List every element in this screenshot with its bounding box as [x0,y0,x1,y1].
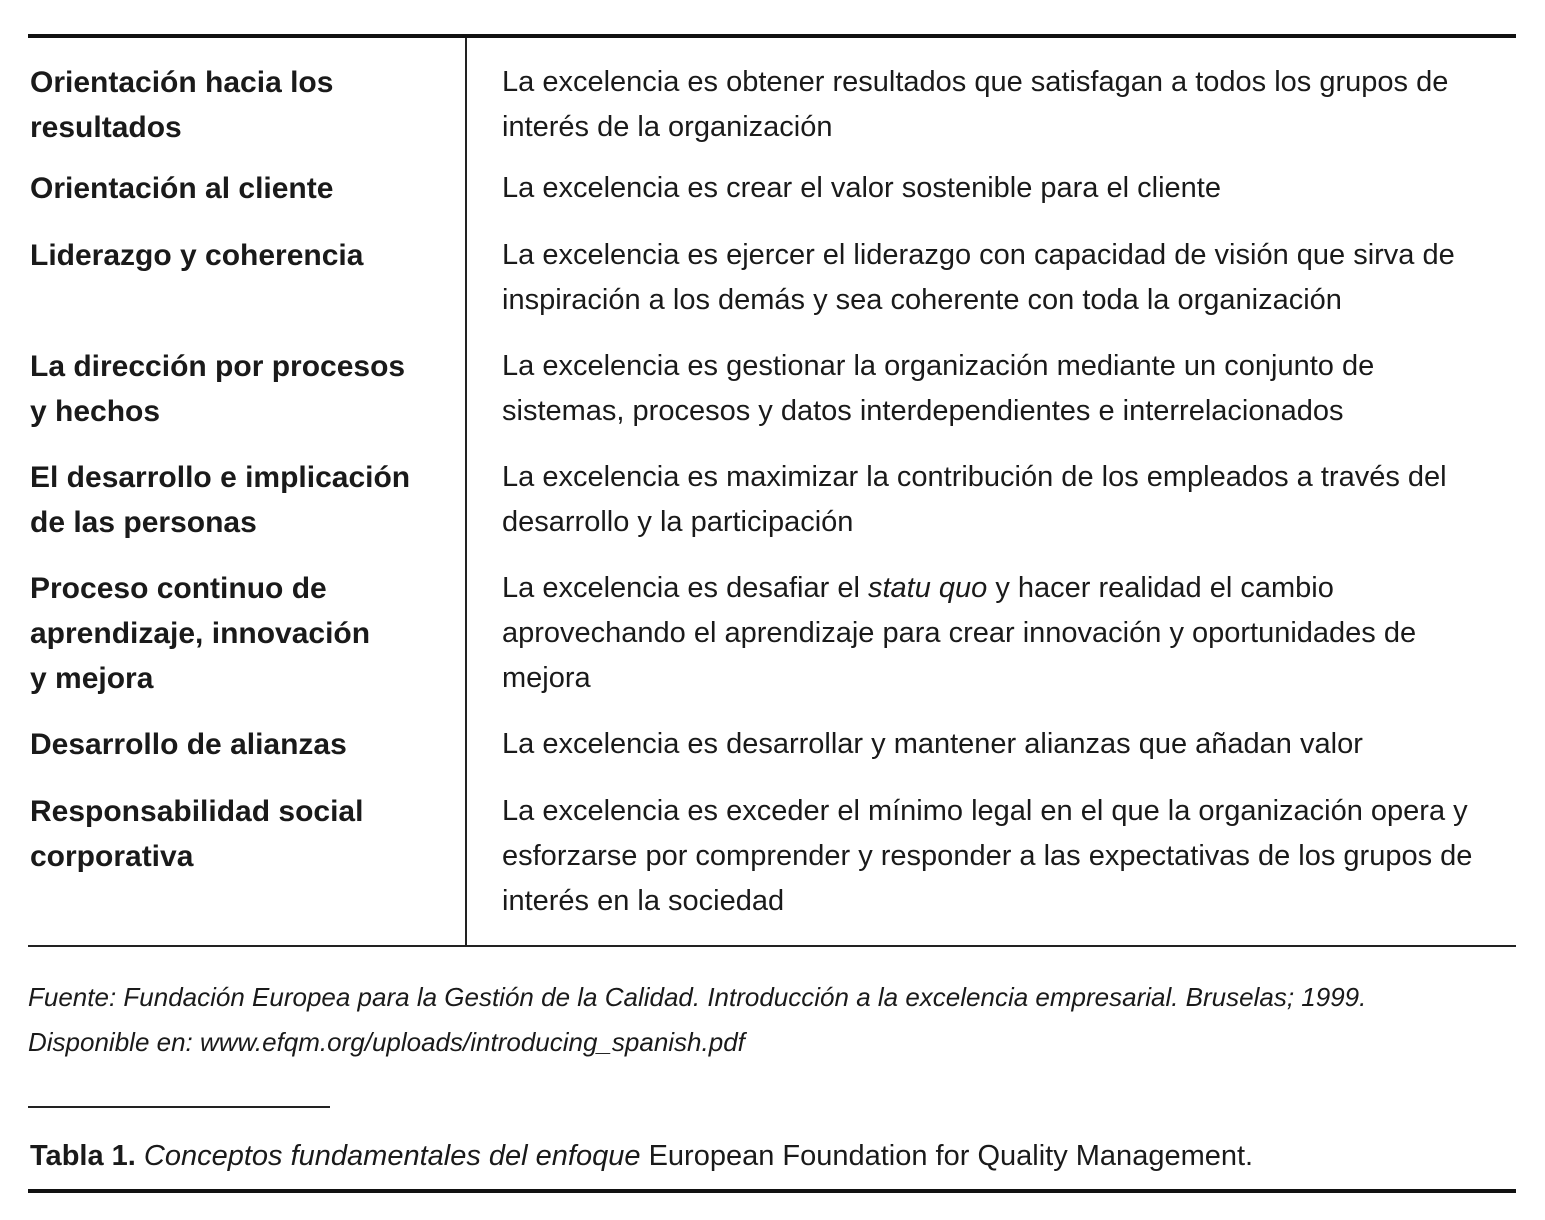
caption-roman-text: European Foundation for Quality Management. [648,1140,1254,1172]
description-cell: La excelencia es ejercer el liderazgo con capacidad de visión que sirva de inspiración a los demás y sea coherente con toda la organización [502,239,1455,316]
concept-cell: Proceso continuo de aprendizaje, innovación y mejora [30,572,371,695]
source-note [28,975,1516,1065]
description-cell: La excelencia es maximizar la contribución de los empleados a través del desarrollo y la participación [502,461,1447,538]
description-cell: La excelencia es desarrollar y mantener alianzas que añadan valor [502,728,1363,760]
source-line-1: Fuente: Fundación Europea para la Gestión de la Calidad. Introducción a la excelencia empresarial. Bruselas; 1999. [28,982,1367,1012]
description-cell: La excelencia es crear el valor sostenible para el cliente [502,172,1221,204]
description-cell: La excelencia es gestionar la organización mediante un conjunto de sistemas, procesos y datos interdependientes e interrelacionados [502,350,1375,427]
description-cell: La excelencia es obtener resultados que satisfagan a todos los grupos de interés de la organización [502,66,1449,143]
description-cell [502,566,1452,701]
document-page [28,0,1516,1220]
concept-cell: Liderazgo y coherencia [30,239,364,272]
caption-italic-text: Conceptos fundamentales del enfoque [143,1140,641,1172]
concept-cell: El desarrollo e implicación de las personas [30,461,411,539]
concepts-table [28,38,1516,946]
description-italic-term: statu quo [867,572,988,604]
concept-cell: Orientación al cliente [30,172,334,205]
table-caption [30,1134,1510,1179]
concept-cell: Desarrollo de alianzas [30,728,347,761]
concept-cell: La dirección por procesos y hechos [30,350,406,428]
caption-label: Tabla 1. [30,1140,136,1172]
page-bottom-rule [28,1189,1516,1193]
table-bottom-rule [28,945,1516,947]
caption-separator-rule [28,1106,330,1108]
concept-cell: Orientación hacia los resultados [30,66,334,144]
column-divider [465,38,467,946]
concept-cell: Responsabilidad social corporativa [30,795,364,873]
description-cell: La excelencia es exceder el mínimo legal en el que la organización opera y esforzarse por comprender y responder a las expectativas de los grupos de interés en la sociedad [502,795,1473,917]
source-line-2: Disponible en: www.efqm.org/uploads/introducing_spanish.pdf [28,1027,745,1057]
description-text: La excelencia es desafiar el [502,572,860,604]
description-text: y hacer realidad el cambio aprovechando el aprendizaje para crear innovación y oportunidades de mejora [502,572,1417,694]
